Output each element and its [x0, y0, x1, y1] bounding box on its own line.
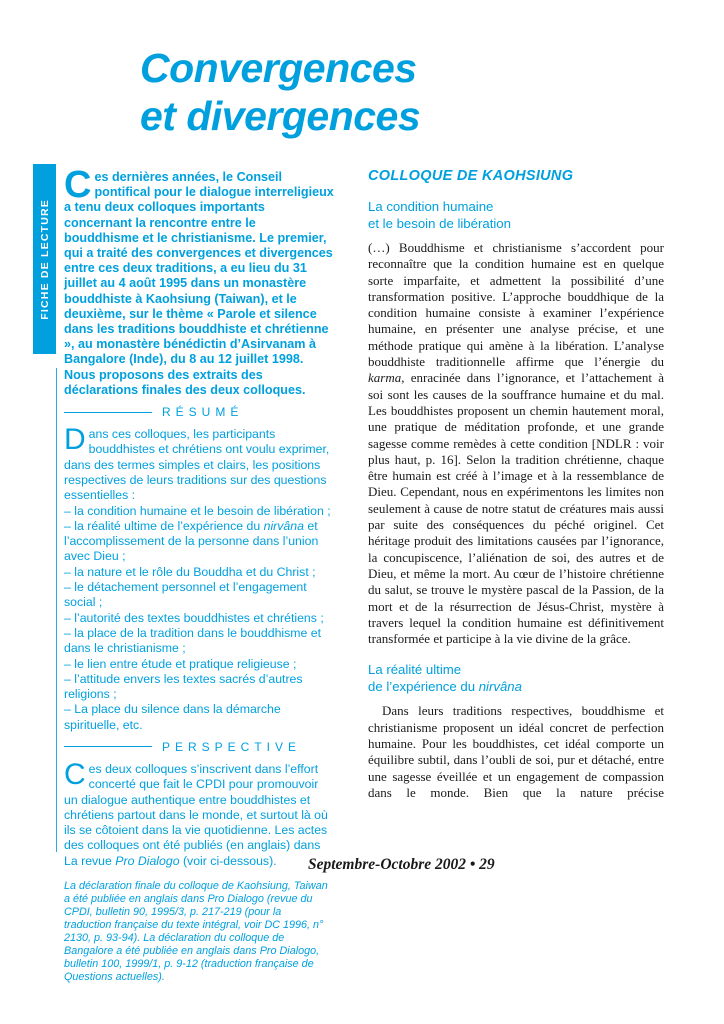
resume-list-item: – La place du silence dans la démarche spirituelle, etc. [64, 702, 281, 732]
resume-list-item: – le lien entre étude et pratique religieuse ; [64, 656, 297, 671]
page-footer: Septembre-Octobre 2002 • 29 [308, 856, 495, 873]
resume-list-item: – le détachement personnel et l’engagement social ; [64, 580, 307, 610]
perspective-dropcap: C [64, 757, 86, 791]
left-column [64, 164, 334, 984]
resume-dropcap: D [64, 423, 86, 457]
resume-list-item: – la nature et le rôle du Bouddha et du Christ ; [64, 564, 316, 579]
body-paragraph-nirvana: Dans leurs traditions respectives, bouddhisme et christianisme proposent un idéal concret de perfection humaine. Pour les bouddhistes, cet idéal comporte un équilibre subtil, dans l’oubli de soi, pur et détaché, entre une sagesse éveillée et un engagement de compassion dans le monde. Bien que la nature précise [368, 703, 664, 800]
perspective-heading-label: PERSPECTIVE [162, 739, 302, 754]
intro-paragraph [64, 164, 334, 398]
subheading-realite-ultime [368, 662, 664, 695]
perspective-heading [64, 740, 334, 754]
resume-list-item: – la condition humaine et le besoin de libération ; [64, 503, 331, 518]
resume-lead-text: ans ces colloques, les participants bouddhistes et chrétiens ont voulu exprimer, dans des termes simples et clairs, les positions respectives de leurs traditions sur des questions essentielles : [64, 427, 330, 503]
page-title-line1: Convergences [140, 45, 417, 91]
subheading-line1: La condition humaine [368, 199, 494, 214]
page-title [140, 44, 420, 140]
resume-heading-label: RÉSUMÉ [162, 405, 244, 420]
subheading-line2: et le besoin de libération [368, 215, 511, 231]
fiche-de-lecture-label: FICHE DE LECTURE [38, 198, 51, 320]
body-paragraph-condition: (…) Bouddhisme et christianisme s’accordent pour reconnaître que la condition humaine est en quelque sorte imparfaite, et admettent la possibilité d’une transformation positive. L’approche bouddhique de la condition humaine consiste à examiner l’expérience humaine, en présenter une analyse précise, et une méthode pratique qui amène à la libération. L’analyse bouddhiste traditionnelle affirme que l’énergie du karma, enracinée dans l’ignorance, et l’attachement à soi sont les causes de la souffrance humaine et du mal. Les bouddhistes proposent un chemin hautement moral, une pratique de méditation profonde, et une grande sagesse comme remèdes à cette condition [NDLR : voir plus haut, p. 16]. Selon la tradition chrétienne, chaque être humain est créé à l’image et à la ressemblance de Dieu. Cependant, nous en expérimentons les limites non seulement à cause de notre statut de créatures mais aussi par suite des conséquences du péché originel. Cet héritage produit des limitations causées par l’ignorance, la concupiscence, l’aliénation de soi, des autres et de Dieu, et même la mort. Au cœur de l’histoire chrétienne du salut, se trouve le mystère pascal de la Passion, de la mort et de la résurrection de Jésus-Christ, mystère à travers lequel la condition humaine est définitivement transformée et participe à la vie divine de la grâce. [368, 240, 664, 647]
intro-dropcap: C [64, 164, 92, 206]
right-column [368, 168, 664, 801]
footnote: La déclaration finale du colloque de Kaohsiung, Taiwan a été publiée en anglais dans Pro Dialogo (revue du CPDI, bulletin 90, 1995/3, p. 217-219 (pour la traduction française du texte intégral, voir DC 1996, n° 2130, p. 93-94). La déclaration du colloque de Bangalore a été publiée en anglais dans Pro Dialogo, bulletin 100, 1999/1, p. 9-12 (traduction française de Questions actuelles). [64, 880, 328, 984]
perspective-text: es deux colloques s’inscrivent dans l’effort concerté que fait le CPDI pour promouvoir un dialogue authentique entre bouddhistes et chrétiens partout dans le monde, et surtout là où ils se côtoient dans la vie quotidienne. Les actes des colloques ont été publiés (en anglais) dans La revue Pro Dialogo (voir ci-dessous). [64, 761, 328, 868]
resume-list-item: – la place de la tradition dans le bouddhisme et dans le christianisme ; [64, 625, 322, 656]
left-vertical-rule [56, 368, 57, 852]
subheading-line1: La réalité ultime [368, 662, 462, 678]
fiche-de-lecture-tab [33, 164, 56, 354]
colloque-heading: COLLOQUE DE KAOHSIUNG [368, 168, 574, 184]
perspective-heading-rule [64, 746, 152, 747]
subheading-line2: de l’expérience du nirvâna [368, 678, 522, 694]
resume-lead-paragraph [64, 423, 334, 503]
resume-list-item: – l’attitude envers les textes sacrés d’autres religions ; [64, 671, 303, 702]
page-title-line2: et divergences [140, 93, 421, 139]
intro-text: es dernières années, le Conseil pontifical pour le dialogue interreligieux a tenu deux colloques importants concernant la rencontre entre le bouddhisme et le christianisme. Le premier, qui a traité des convergences et divergences entre ces deux traditions, a eu lieu du 31 juillet au 4 août 1995 dans un monastère bouddhiste à Kaohsiung (Taiwan), et le deuxième, sur le thème « Parole et silence dans les traditions bouddhiste et chrétienne », au monastère bénédictin d’Asirvanam à Bangalore (Inde), du 8 au 12 juillet 1998. Nous proposons des extraits des déclarations finales des deux colloques. [64, 170, 334, 397]
resume-list-item: – la réalité ultime de l’expérience du nirvâna et l’accomplissement de la personne dans l’union avec Dieu ; [64, 518, 319, 564]
resume-list-item: – l’autorité des textes bouddhistes et chrétiens ; [64, 610, 324, 625]
perspective-paragraph [64, 757, 334, 869]
subheading-condition-humaine [368, 199, 664, 232]
resume-heading [64, 405, 334, 419]
resume-heading-rule [64, 412, 152, 413]
